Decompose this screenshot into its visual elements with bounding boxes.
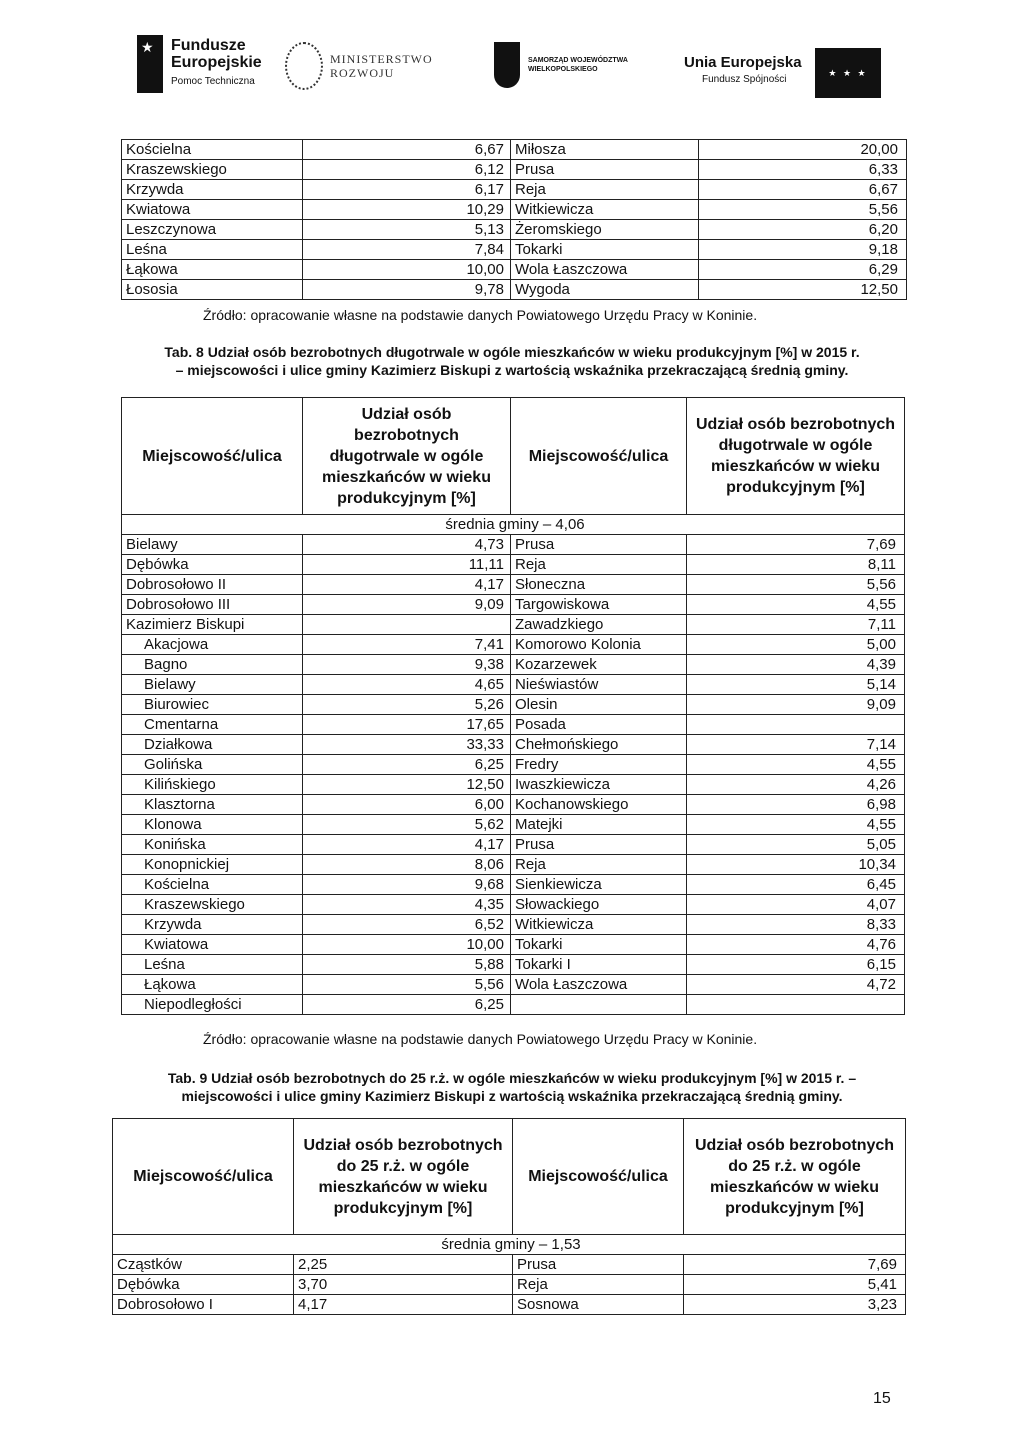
place-cell: Słoneczna	[511, 575, 687, 595]
place-cell: Iwaszkiewicza	[511, 775, 687, 795]
place-cell: Prusa	[513, 1255, 684, 1275]
table-row	[113, 1255, 906, 1275]
table-row	[122, 180, 907, 200]
value-cell	[687, 995, 905, 1015]
place-cell: Chełmońskiego	[511, 735, 687, 755]
table-row	[113, 1295, 906, 1315]
value-cell: 6,00	[303, 795, 511, 815]
table-row	[122, 815, 905, 835]
table8-caption: Tab. 8 Udział osób bezrobotnych długotrwale w ogóle mieszkańców w wieku produkcyjnym [%] w 2015 r. – miejscowości i ulice gminy Kazimierz Biskupi z wartością wskaźnika przekraczającą średnią gminy.	[164, 344, 860, 378]
table8-header-value-2: Udział osób bezrobotnych długotrwale w ogóle mieszkańców w wieku produkcyjnym [%]	[687, 398, 905, 515]
value-cell: 11,11	[303, 555, 511, 575]
place-cell: Matejki	[511, 815, 687, 835]
value-cell: 6,52	[303, 915, 511, 935]
table-row	[122, 955, 905, 975]
value-cell: 7,14	[687, 735, 905, 755]
table-row	[122, 595, 905, 615]
value-cell: 12,50	[303, 775, 511, 795]
table-row	[122, 140, 907, 160]
value-cell: 20,00	[699, 140, 907, 160]
place-cell	[511, 995, 687, 1015]
value-cell: 6,15	[687, 955, 905, 975]
table-row	[122, 575, 905, 595]
value-cell: 4,35	[303, 895, 511, 915]
value-cell: 4,26	[687, 775, 905, 795]
table-row	[122, 220, 907, 240]
place-cell: Dobrosołowo II	[122, 575, 303, 595]
value-cell: 5,26	[303, 695, 511, 715]
place-cell: Reja	[511, 855, 687, 875]
place-cell: Kilińskiego	[122, 775, 303, 795]
table-row	[122, 715, 905, 735]
table8-header-place: Miejscowość/ulica	[122, 398, 303, 515]
place-cell: Biurowiec	[122, 695, 303, 715]
value-cell: 4,55	[687, 595, 905, 615]
value-cell: 6,45	[687, 875, 905, 895]
value-cell: 5,41	[684, 1275, 906, 1295]
value-cell: 4,73	[303, 535, 511, 555]
value-cell: 6,20	[699, 220, 907, 240]
place-cell: Leśna	[122, 955, 303, 975]
table-row	[122, 895, 905, 915]
place-cell: Krzywda	[122, 915, 303, 935]
value-cell: 6,17	[303, 180, 511, 200]
place-cell: Golińska	[122, 755, 303, 775]
table-row	[122, 160, 907, 180]
table9-header-place-2: Miejscowość/ulica	[513, 1119, 684, 1235]
table-row	[122, 975, 905, 995]
table-row	[122, 935, 905, 955]
value-cell: 9,68	[303, 875, 511, 895]
place-cell: Nieświastów	[511, 675, 687, 695]
value-cell: 12,50	[699, 280, 907, 300]
table8-average: średnia gminy – 4,06	[122, 515, 905, 535]
place-cell: Wola Łaszczowa	[511, 975, 687, 995]
table-row	[122, 875, 905, 895]
place-cell: Kraszewskiego	[122, 160, 303, 180]
place-cell: Olesin	[511, 695, 687, 715]
value-cell: 6,12	[303, 160, 511, 180]
place-cell: Łąkowa	[122, 975, 303, 995]
value-cell: 7,84	[303, 240, 511, 260]
place-cell: Kozarzewek	[511, 655, 687, 675]
place-cell: Bagno	[122, 655, 303, 675]
place-cell: Zawadzkiego	[511, 615, 687, 635]
value-cell: 5,13	[303, 220, 511, 240]
place-cell: Sienkiewicza	[511, 875, 687, 895]
value-cell: 3,70	[294, 1275, 513, 1295]
table-row	[122, 535, 905, 555]
value-cell: 2,25	[294, 1255, 513, 1275]
value-cell: 8,11	[687, 555, 905, 575]
place-cell: Dębówka	[113, 1275, 294, 1295]
ue-title: Unia Europejska	[684, 54, 802, 71]
place-cell: Kochanowskiego	[511, 795, 687, 815]
table9-header-place: Miejscowość/ulica	[113, 1119, 294, 1235]
value-cell: 9,78	[303, 280, 511, 300]
value-cell: 8,33	[687, 915, 905, 935]
place-cell: Wygoda	[511, 280, 699, 300]
place-cell: Tokarki	[511, 935, 687, 955]
place-cell: Targowiskowa	[511, 595, 687, 615]
table-row	[122, 835, 905, 855]
value-cell: 9,38	[303, 655, 511, 675]
fe-flag-icon	[137, 35, 163, 93]
value-cell: 5,00	[687, 635, 905, 655]
ministry-name: MINISTERSTWO ROZWOJU	[330, 52, 433, 80]
logo-unia-europejska	[684, 48, 882, 98]
ministry-emblem-icon	[285, 42, 323, 90]
table8-header-place-2: Miejscowość/ulica	[511, 398, 687, 515]
value-cell: 4,39	[687, 655, 905, 675]
table9	[112, 1118, 906, 1315]
place-cell: Reja	[511, 555, 687, 575]
value-cell: 17,65	[303, 715, 511, 735]
value-cell: 6,67	[699, 180, 907, 200]
table-row	[122, 260, 907, 280]
table8	[121, 397, 905, 1015]
logo-ministerstwo	[285, 42, 445, 92]
table-row	[122, 200, 907, 220]
eu-flag-icon: ★ ★ ★	[815, 48, 881, 98]
table-row	[122, 280, 907, 300]
table-row	[122, 775, 905, 795]
place-cell: Krzywda	[122, 180, 303, 200]
place-cell: Prusa	[511, 535, 687, 555]
fe-title: Fundusze Europejskie	[171, 37, 262, 71]
place-cell: Kraszewskiego	[122, 895, 303, 915]
place-cell: Kazimierz Biskupi	[122, 615, 303, 635]
place-cell: Tokarki I	[511, 955, 687, 975]
place-cell: Prusa	[511, 835, 687, 855]
logo-samorzad	[494, 42, 674, 92]
value-cell	[687, 715, 905, 735]
place-cell: Dobrosołowo I	[113, 1295, 294, 1315]
place-cell: Słowackiego	[511, 895, 687, 915]
ue-subtitle: Fundusz Spójności	[702, 74, 787, 85]
place-cell: Kwiatowa	[122, 200, 303, 220]
value-cell: 5,14	[687, 675, 905, 695]
place-cell: Posada	[511, 715, 687, 735]
value-cell: 5,56	[687, 575, 905, 595]
fe-subtitle: Pomoc Techniczna	[171, 76, 255, 87]
place-cell: Komorowo Kolonia	[511, 635, 687, 655]
place-cell: Reja	[511, 180, 699, 200]
place-cell: Wola Łaszczowa	[511, 260, 699, 280]
value-cell: 4,17	[294, 1295, 513, 1315]
place-cell: Leśna	[122, 240, 303, 260]
table-row	[122, 855, 905, 875]
place-cell: Dębówka	[122, 555, 303, 575]
table8-source-note: Źródło: opracowanie własne na podstawie danych Powiatowego Urzędu Pracy w Koninie.	[203, 1031, 758, 1047]
place-cell: Bielawy	[122, 535, 303, 555]
value-cell: 4,72	[687, 975, 905, 995]
value-cell: 6,33	[699, 160, 907, 180]
place-cell: Kościelna	[122, 140, 303, 160]
value-cell: 5,62	[303, 815, 511, 835]
place-cell: Klonowa	[122, 815, 303, 835]
value-cell: 6,25	[303, 995, 511, 1015]
place-cell: Sosnowa	[513, 1295, 684, 1315]
table-row	[122, 240, 907, 260]
value-cell: 6,29	[699, 260, 907, 280]
value-cell: 9,09	[303, 595, 511, 615]
logo-fundusze-europejskie	[137, 33, 297, 95]
place-cell: Łososia	[122, 280, 303, 300]
value-cell: 3,23	[684, 1295, 906, 1315]
value-cell: 8,06	[303, 855, 511, 875]
place-cell: Łąkowa	[122, 260, 303, 280]
place-cell: Konińska	[122, 835, 303, 855]
value-cell: 10,34	[687, 855, 905, 875]
place-cell: Akacjowa	[122, 635, 303, 655]
table9-header-value: Udział osób bezrobotnych do 25 r.ż. w ogóle mieszkańców w wieku produkcyjnym [%]	[294, 1119, 513, 1235]
table-row	[122, 555, 905, 575]
table-row	[122, 735, 905, 755]
place-cell: Niepodległości	[122, 995, 303, 1015]
value-cell: 9,09	[687, 695, 905, 715]
table-row	[122, 675, 905, 695]
value-cell: 10,00	[303, 260, 511, 280]
samorzad-name: SAMORZĄD WOJEWÓDZTWA WIELKOPOLSKIEGO	[528, 57, 628, 73]
value-cell: 6,25	[303, 755, 511, 775]
value-cell: 7,41	[303, 635, 511, 655]
table8-header-value: Udział osób bezrobotnych długotrwale w ogóle mieszkańców w wieku produkcyjnym [%]	[303, 398, 511, 515]
table-source-note: Źródło: opracowanie własne na podstawie danych Powiatowego Urzędu Pracy w Koninie.	[203, 307, 758, 323]
eagle-shield-icon	[494, 42, 520, 88]
value-cell: 5,88	[303, 955, 511, 975]
place-cell: Reja	[513, 1275, 684, 1295]
table9-header-value-2: Udział osób bezrobotnych do 25 r.ż. w ogóle mieszkańców w wieku produkcyjnym [%]	[684, 1119, 906, 1235]
value-cell: 4,65	[303, 675, 511, 695]
value-cell: 5,56	[699, 200, 907, 220]
place-cell: Działkowa	[122, 735, 303, 755]
value-cell: 6,98	[687, 795, 905, 815]
table-row	[122, 655, 905, 675]
place-cell: Fredry	[511, 755, 687, 775]
value-cell: 4,17	[303, 575, 511, 595]
table-row	[122, 635, 905, 655]
place-cell: Cząstków	[113, 1255, 294, 1275]
place-cell: Miłosza	[511, 140, 699, 160]
place-cell: Prusa	[511, 160, 699, 180]
value-cell: 33,33	[303, 735, 511, 755]
table-row	[122, 615, 905, 635]
value-cell: 5,56	[303, 975, 511, 995]
page-number: 15	[873, 1390, 891, 1407]
value-cell: 5,05	[687, 835, 905, 855]
place-cell: Cmentarna	[122, 715, 303, 735]
place-cell: Leszczynowa	[122, 220, 303, 240]
value-cell: 9,18	[699, 240, 907, 260]
value-cell: 7,69	[687, 535, 905, 555]
value-cell: 4,55	[687, 815, 905, 835]
value-cell: 6,67	[303, 140, 511, 160]
place-cell: Klasztorna	[122, 795, 303, 815]
place-cell: Kościelna	[122, 875, 303, 895]
value-cell: 10,00	[303, 935, 511, 955]
table-row	[122, 795, 905, 815]
table-row	[122, 695, 905, 715]
table-row	[122, 755, 905, 775]
value-cell: 7,11	[687, 615, 905, 635]
value-cell: 4,07	[687, 895, 905, 915]
place-cell: Kwiatowa	[122, 935, 303, 955]
place-cell: Tokarki	[511, 240, 699, 260]
place-cell: Konopnickiej	[122, 855, 303, 875]
table9-average: średnia gminy – 1,53	[113, 1235, 906, 1255]
value-cell: 4,55	[687, 755, 905, 775]
value-cell: 7,69	[684, 1255, 906, 1275]
value-cell: 10,29	[303, 200, 511, 220]
table-row	[113, 1275, 906, 1295]
table-row	[122, 995, 905, 1015]
place-cell: Bielawy	[122, 675, 303, 695]
place-cell: Witkiewicza	[511, 915, 687, 935]
table-continuation	[121, 139, 907, 300]
place-cell: Dobrosołowo III	[122, 595, 303, 615]
value-cell: 4,76	[687, 935, 905, 955]
value-cell: 4,17	[303, 835, 511, 855]
table-row	[122, 915, 905, 935]
table9-caption: Tab. 9 Udział osób bezrobotnych do 25 r.ż. w ogóle mieszkańców w wieku produkcyjnym [%] w 2015 r. – miejscowości i ulice gminy Kazimierz Biskupi z wartością wskaźnika przekraczającą średnią gminy.	[167, 1070, 857, 1104]
place-cell: Witkiewicza	[511, 200, 699, 220]
place-cell: Żeromskiego	[511, 220, 699, 240]
value-cell	[303, 615, 511, 635]
